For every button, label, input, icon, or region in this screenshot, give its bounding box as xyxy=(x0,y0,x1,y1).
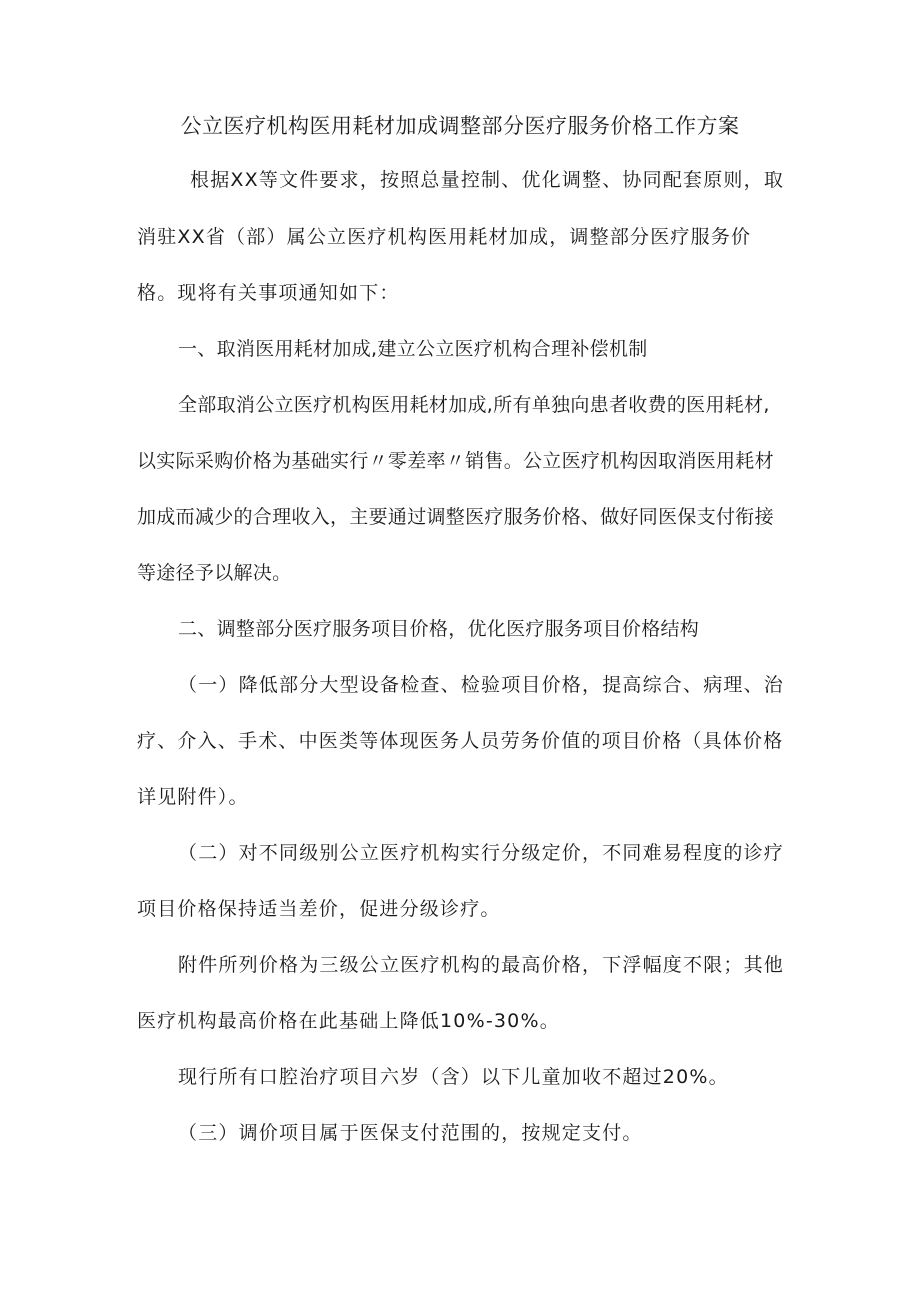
paragraph-line: 消驻XX省（部）属公立医疗机构医用耗材加成，调整部分医疗服务价 xyxy=(137,226,752,248)
paragraph-line: 格。现将有关事项通知如下： xyxy=(137,282,400,304)
paragraph-line: 等途径予以解决。 xyxy=(137,562,292,584)
section-heading-1: 一、取消医用耗材加成,建立公立医疗机构合理补偿机制 xyxy=(178,338,648,360)
paragraph-line: （三）调价项目属于医保支付范围的，按规定支付。 xyxy=(178,1122,643,1144)
paragraph-line: （二）对不同级别公立医疗机构实行分级定价，不同难易程度的诊疗 xyxy=(178,842,785,864)
paragraph-line: 附件所列价格为三级公立医疗机构的最高价格，下浮幅度不限；其他 xyxy=(178,954,785,976)
paragraph-line: 全部取消公立医疗机构医用耗材加成,所有单独向患者收费的医用耗材, xyxy=(178,394,770,416)
paragraph-line: 医疗机构最高价格在此基础上降低10%-30%。 xyxy=(137,1010,560,1032)
paragraph-line: 疗、介入、手术、中医类等体现医务人员劳务价值的项目价格（具体价格 xyxy=(137,730,784,752)
paragraph-line: 详见附件）。 xyxy=(137,786,249,808)
paragraph-line: 以实际采购价格为基础实行〃零差率〃销售。公立医疗机构因取消医用耗材 xyxy=(137,450,774,472)
paragraph-line: 加成而减少的合理收入，主要通过调整医疗服务价格、做好同医保支付衔接 xyxy=(137,506,774,528)
document-title: 公立医疗机构医用耗材加成调整部分医疗服务价格工作方案 xyxy=(180,114,740,138)
paragraph-line: 根据XX等文件要求，按照总量控制、优化调整、协同配套原则，取 xyxy=(190,169,785,191)
paragraph-line: （一）降低部分大型设备检查、检验项目价格，提高综合、病理、治 xyxy=(178,674,785,696)
paragraph-line: 项目价格保持适当差价，促进分级诊疗。 xyxy=(137,898,501,920)
paragraph-line: 现行所有口腔治疗项目六岁（含）以下儿童加收不超过20%。 xyxy=(178,1066,729,1088)
section-heading-2: 二、调整部分医疗服务项目价格，优化医疗服务项目价格结构 xyxy=(178,618,700,640)
